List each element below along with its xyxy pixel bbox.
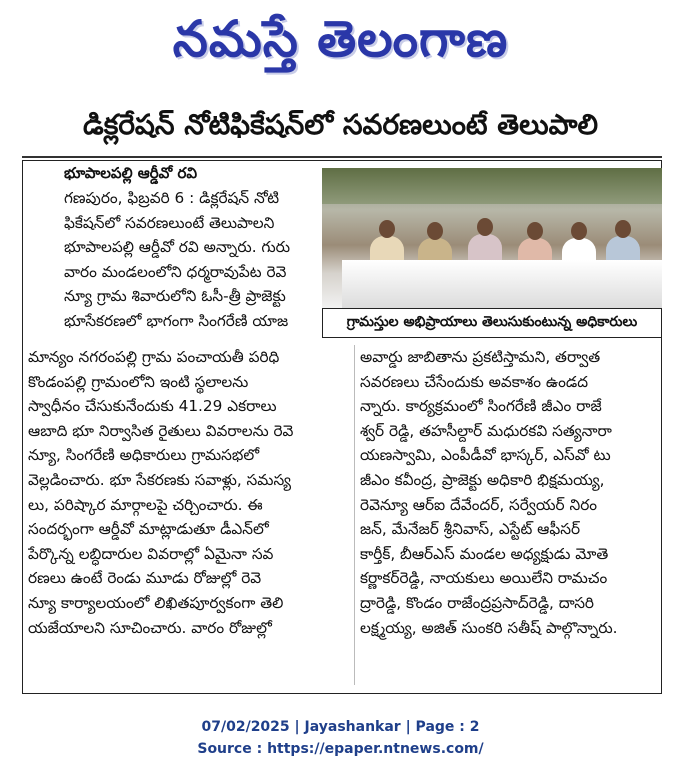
photo-person-head [477,218,493,236]
photo-caption [322,308,662,338]
text-line: గణపురం, ఫిబ్రవరి 6 : డిక్లరేషన్ నోటి [64,189,280,207]
text-line: ఫికేషన్‌లో సవరణలుంటే తెలుపాలని [64,213,275,232]
column-2 [360,345,660,640]
text-line: ద్రారెడ్డి, కొండం రాజేంద్రప్రసాద్‌రెడ్డి, దాసరి [360,593,595,612]
photo-table [342,260,662,308]
text-line: వెల్లడించారు. భూ సేకరణకు సవాళ్లు, సమస్య [28,470,292,489]
text-line: కొండంపల్లి గ్రామంలోని ఇంటి స్థలాలను [28,372,249,391]
text-line: రెవెన్యూ ఆర్ఐ దేవేందర్, సర్వేయర్ నిరం [360,495,598,514]
photo-person-head [379,220,395,238]
text-line: పేర్కొన్న లబ్ధిదారుల వివరాల్లో ఏమైనా సవ [28,544,274,563]
text-line: కర్ణాకర్‌రెడ్డి, నాయకులు అయిలేని రామచం [360,569,608,588]
photo-person-head [527,222,543,240]
text-line: న్యూ, సింగరేణి అధికారులు గ్రామసభలో [28,446,260,465]
text-line: న్యూ గ్రామ శివారులోని ఓసీ-త్రీ ప్రాజెక్టు [64,287,286,306]
text-line: శ్వర్ రెడ్డి, తహసీల్దార్ మధురకవి సత్యనారా [360,421,612,440]
footer-date-page: 07/02/2025 | Jayashankar | Page : 2 [201,719,480,735]
photo-person-head [615,220,631,238]
text-line: రణలు ఉంటే రెండు మూడు రోజుల్లో రెవె [28,569,262,588]
text-line: సవరణలు చేసేందుకు అవకాశం ఉండద [360,372,589,391]
text-line: జన్, మేనేజర్ శ్రీనివాస్, ఎస్టేట్ ఆఫీసర్ [360,520,581,539]
text-line: భూపాలపల్లి ఆర్డీవో రవి అన్నారు. గురు [64,238,291,257]
text-line: న్నారు. కార్యక్రమంలో సింగరేణి జీఎం రాజే [360,397,602,416]
text-line: స్వాధీనం చేసుకునేందుకు 41.29 ఎకరాలు [28,397,277,416]
text-line: జీఎం కవీంద్ర, ప్రాజెక్టు అధికారి భిక్షమయ్య, [360,470,605,489]
text-line: సందర్భంగా ఆర్డీవో మాట్లాడుతూ డీఎన్‌లో [28,520,269,539]
text-line: భూసేకరణలో భాగంగా సింగరేణి యాజ [64,311,289,330]
text-line: కార్తీక్, బీఆర్ఎస్ మండల అధ్యక్షుడు మోతె [360,544,609,563]
text-line: యణస్వామి, ఎంపీడీవో భాస్కర్, ఎస్‌వో టు [360,446,611,465]
text-line: లక్ష్మయ్య, అజిత్ సుంకరి సతీష్ పాల్గొన్నారు. [360,618,618,637]
footer [0,716,681,760]
footer-source: Source : https://epaper.ntnews.com/ [197,741,484,757]
headline-divider [22,156,662,158]
text-line: అవార్డు జాబితాను ప్రకటిస్తామని, తర్వాత [360,348,601,366]
text-line: వారం మండలంలోని ధర్మరావుపేట రెవె [64,262,287,281]
column-1-top [64,186,316,334]
news-photo [322,168,662,308]
column-1-bottom [28,345,348,640]
masthead [0,0,681,90]
text-line: లు, పరిష్కార మార్గాలపై చర్చించారు. ఈ [28,495,263,514]
text-line: మాన్యం నగరంపల్లి గ్రామ పంచాయతీ పరిధి [28,348,280,366]
text-line: ఆబాది భూ నిర్వాసిత రైతులు వివరాలను రెవె [28,421,294,440]
photo-tent [322,168,662,204]
masthead-title: నమస్తే తెలంగాణ [172,9,509,68]
text-line: న్యూ కార్యాలయంలో లిఖితపూర్వకంగా తెలి [28,593,284,612]
text-line: యజేయాలని సూచించారు. వారం రోజుల్లో [28,618,272,637]
headline [12,100,669,156]
photo-caption-text: గ్రామస్తుల అభిప్రాయాలు తెలుసుకుంటున్న అధికారులు [346,313,638,330]
photo-person-head [427,222,443,240]
column-divider [354,345,355,685]
byline: భూపాలపల్లి ఆర్డీవో రవి [64,164,198,182]
headline-text: డిక్లరేషన్ నోటిఫికేషన్‌లో సవరణలుంటే తెలుపాలి [82,108,599,141]
photo-person-head [571,222,587,240]
